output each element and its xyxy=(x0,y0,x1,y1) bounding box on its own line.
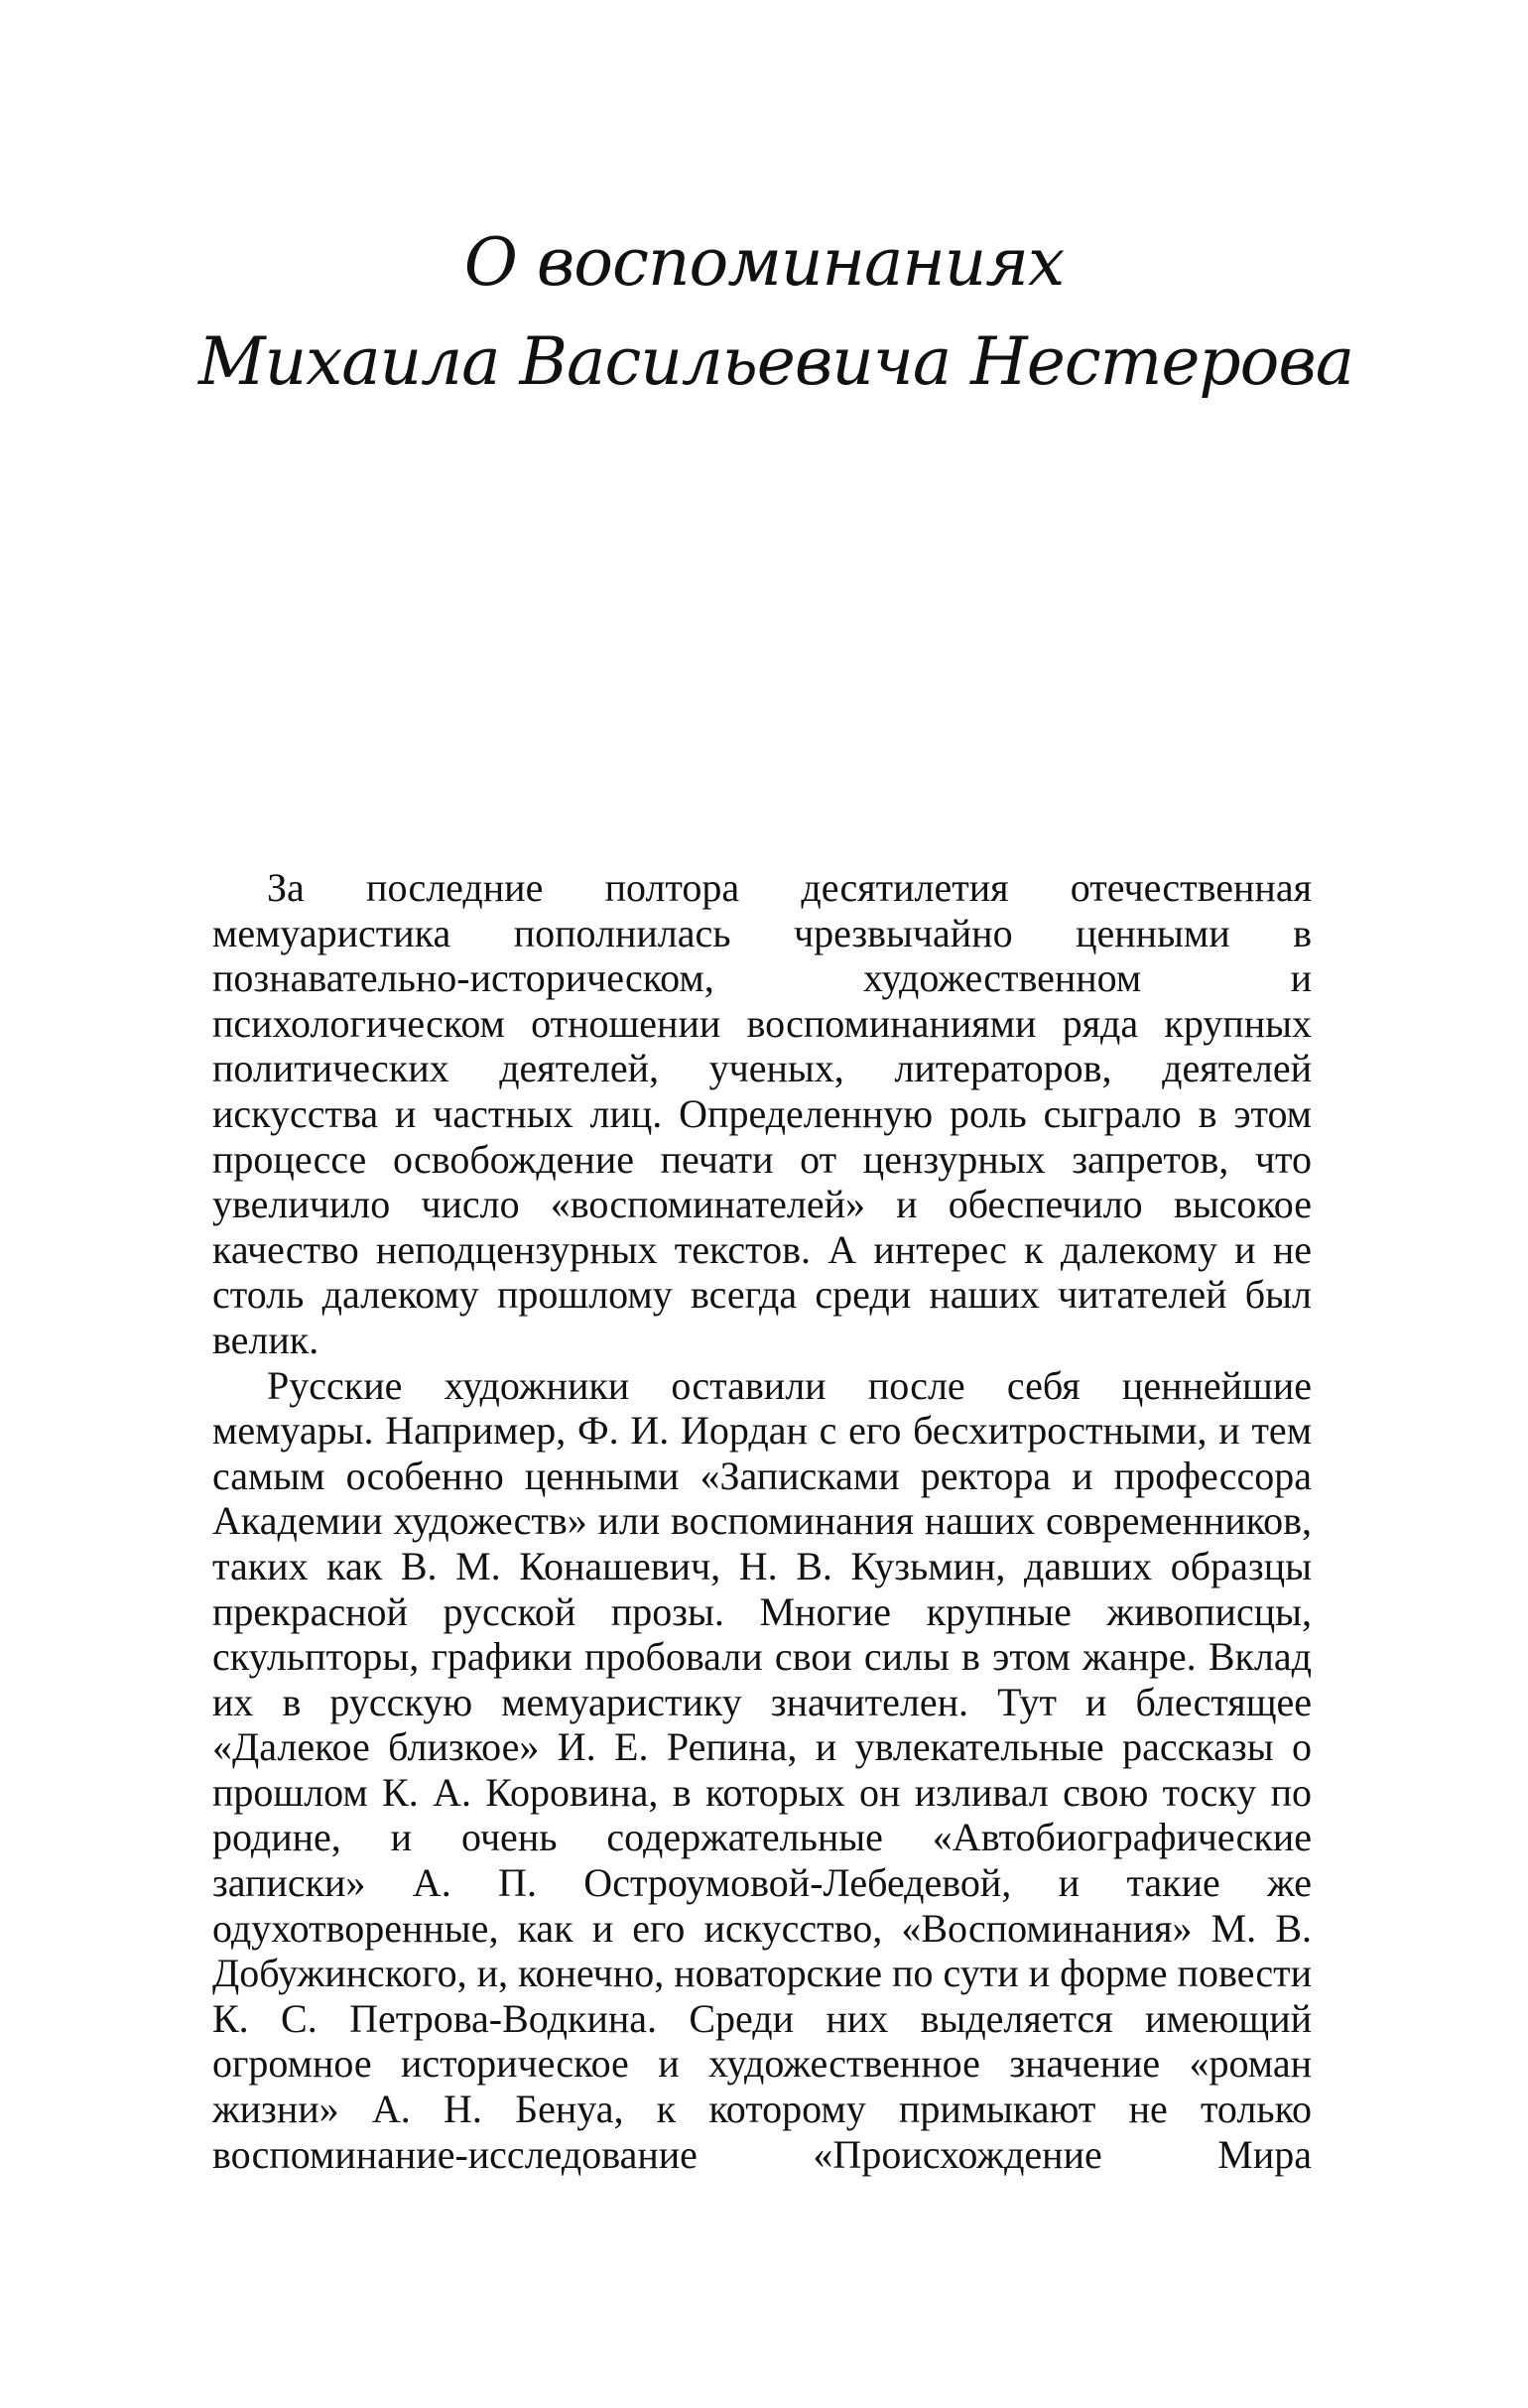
chapter-title-line-1: О воспоминаниях xyxy=(463,224,1065,301)
chapter-title-line-2: Михаила Васильевича Нестерова xyxy=(198,323,1354,400)
paragraph-1: За последние полтора десятилетия отечественная мемуаристика пополнилась чрезвычайно ценными в познавательно-историческом, художественном и психологическом отношении воспоминаниями ряда крупных политических деятелей, ученых, литераторов, деятелей искусства и частных лиц. Определенную роль сыграло в этом процессе освобождение печати от цензурных запретов, что увеличило число «воспоминателей» и обеспечило высокое качество неподцензурных текстов. А интерес к далекому и не столь далекому прошлому всегда среди наших читателей был велик. xyxy=(212,865,1312,1362)
paragraph-2: Русские художники оставили после себя ценнейшие мемуары. Например, Ф. И. Иордан с его бесхитростными, и тем самым особенно ценными «Записками ректора и профессора Академии художеств» или воспоминания наших современников, таких как В. М. Конашевич, Н. В. Кузьмин, давших образцы прекрасной русской прозы. Многие крупные живописцы, скульпторы, графики пробовали свои силы в этом жанре. Вклад их в русскую мемуаристику значителен. Тут и блестящее «Далекое близкое» И. Е. Репина, и увлекательные рассказы о прошлом К. А. Коровина, в которых он изливал свою тоску по родине, и очень содержательные «Автобиографические записки» А. П. Остроумовой-Лебедевой, и такие же одухотворенные, как и его искусство, «Воспоминания» М. В. Добужинского, и, конечно, новаторские по сути и форме повести К. С. Петрова-Водкина. Среди них выделяется имеющий огромное историческое и художественное значение «роман жизни» А. Н. Бенуа, к которому примыкают не только воспоминание-исследование «Происхождение Мира xyxy=(212,1362,1312,2177)
chapter-title xyxy=(198,213,1354,412)
body-text xyxy=(212,865,1312,2177)
